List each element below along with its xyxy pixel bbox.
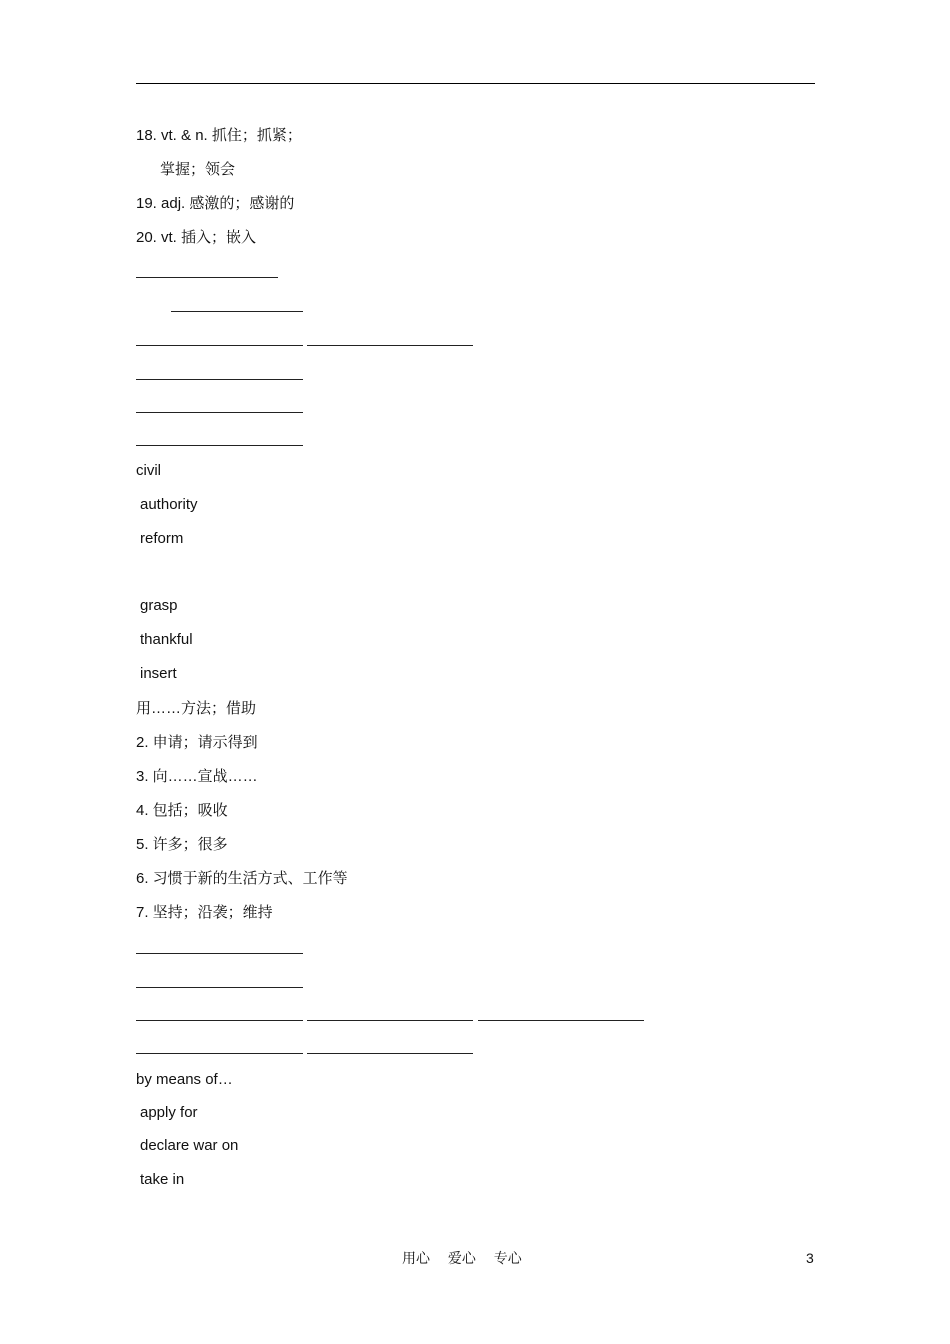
phrase-prompt-5: 5. 许多；很多 xyxy=(136,836,228,853)
answer-word-grasp: grasp xyxy=(140,597,178,614)
answer-blank xyxy=(136,445,303,446)
page-number: 3 xyxy=(806,1250,814,1266)
answer-word-authority: authority xyxy=(140,496,198,513)
answer-blank xyxy=(171,311,303,312)
answer-phrase-1: by means of… xyxy=(136,1071,233,1088)
answer-blank xyxy=(136,412,303,413)
answer-blank xyxy=(136,345,303,346)
answer-blank xyxy=(307,345,473,346)
phrase-prompt-4: 4. 包括；吸收 xyxy=(136,802,228,819)
answer-blank xyxy=(136,277,278,278)
answer-blank xyxy=(478,1020,644,1021)
phrase-prompt-6: 6. 习惯于新的生活方式、工作等 xyxy=(136,870,348,887)
phrase-prompt-2: 2. 申请；请示得到 xyxy=(136,734,258,751)
phrase-prompt-3: 3. 向……宣战…… xyxy=(136,768,258,785)
phrase-prompt-1: 用……方法；借助 xyxy=(136,700,257,717)
answer-word-reform: reform xyxy=(140,530,184,547)
answer-phrase-2: apply for xyxy=(140,1104,198,1121)
answer-word-insert: insert xyxy=(140,665,177,682)
answer-blank xyxy=(136,379,303,380)
header-rule xyxy=(136,83,815,84)
answer-blank xyxy=(136,1053,303,1054)
vocab-item-19: 19. adj. 感激的；感谢的 xyxy=(136,195,295,212)
vocab-item-18: 18. vt. & n. 抓住；抓紧； xyxy=(136,127,302,144)
phrase-prompt-7: 7. 坚持；沿袭；维持 xyxy=(136,904,273,921)
vocab-item-18-continued: 掌握；领会 xyxy=(160,161,236,178)
answer-blank xyxy=(307,1053,473,1054)
vocab-item-20: 20. vt. 插入；嵌入 xyxy=(136,229,257,246)
answer-word-thankful: thankful xyxy=(140,631,193,648)
answer-blank xyxy=(136,1020,303,1021)
answer-phrase-3: declare war on xyxy=(140,1137,239,1154)
answer-phrase-4: take in xyxy=(140,1171,185,1188)
answer-blank xyxy=(307,1020,473,1021)
answer-word-civil: civil xyxy=(136,462,161,479)
answer-blank xyxy=(136,953,303,954)
answer-blank xyxy=(136,987,303,988)
footer-motto: 用心 爱心 专心 xyxy=(402,1250,522,1266)
